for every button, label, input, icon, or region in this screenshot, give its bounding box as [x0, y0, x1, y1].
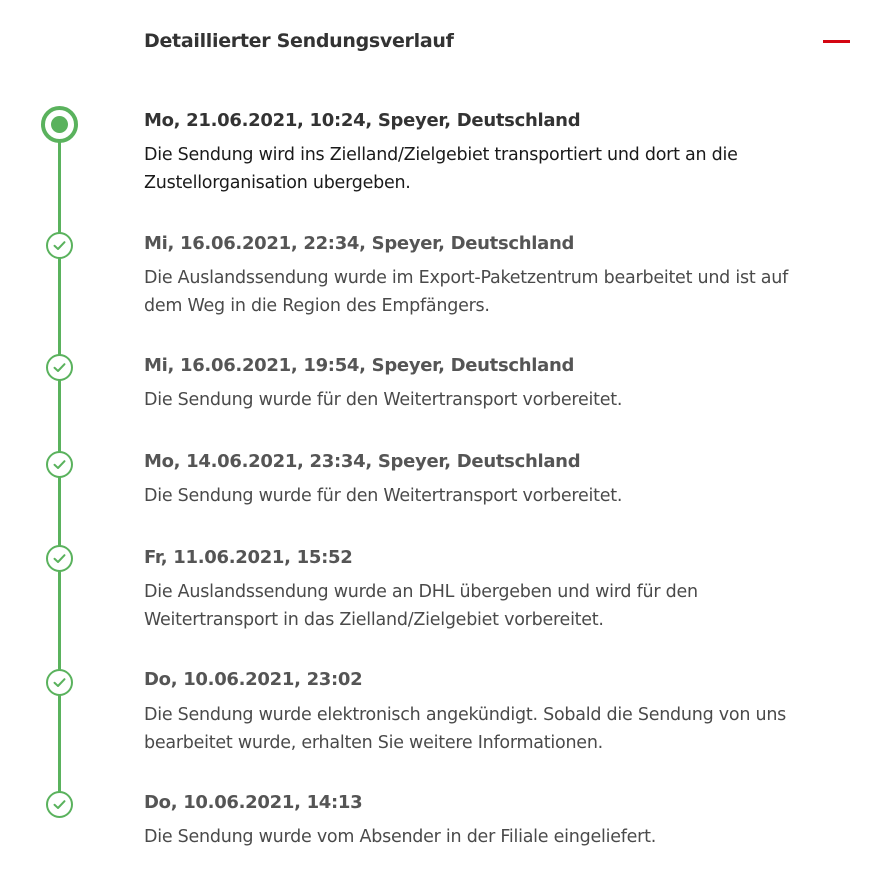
check-icon	[46, 669, 73, 696]
check-icon	[46, 354, 73, 381]
event-description: Die Sendung wurde für den Weitertransport vorbereitet.	[144, 390, 623, 410]
check-icon	[46, 232, 73, 259]
event-title: Mo, 21.06.2021, 10:24, Speyer, Deutschland	[144, 110, 581, 131]
event-description: Die Sendung wurde vom Absender in der Filiale eingeliefert.	[144, 827, 657, 847]
event-title: Mi, 16.06.2021, 22:34, Speyer, Deutschland	[144, 233, 575, 254]
event-title: Fr, 11.06.2021, 15:52	[144, 547, 353, 568]
event-title: Mi, 16.06.2021, 19:54, Speyer, Deutschland	[144, 355, 575, 376]
event-description: Die Sendung wurde für den Weitertransport vorbereitet.	[144, 486, 623, 506]
current-status-marker-icon	[41, 106, 78, 143]
collapse-button[interactable]	[817, 28, 857, 56]
tracking-history-header[interactable]	[0, 0, 885, 84]
check-icon	[46, 451, 73, 478]
event-title: Do, 10.06.2021, 23:02	[144, 669, 363, 690]
event-description: Die Auslandssendung wurde im Export-Paketzentrum bearbeitet und ist auf dem Weg in die Region des Empfängers.	[144, 268, 788, 316]
minus-icon	[823, 40, 850, 43]
check-icon	[46, 545, 73, 572]
event-description: Die Auslandssendung wurde an DHL übergeben und wird für den Weitertransport in das Zielland/Zielgebiet vorbereitet.	[144, 582, 698, 630]
event-title: Mo, 14.06.2021, 23:34, Speyer, Deutschland	[144, 451, 581, 472]
section-title: Detaillierter Sendungsverlauf	[144, 30, 454, 52]
event-description: Die Sendung wurde elektronisch angekündigt. Sobald die Sendung von uns bearbeitet wurde, erhalten Sie weitere Informationen.	[144, 705, 787, 753]
check-icon	[46, 791, 73, 818]
event-description: Die Sendung wird ins Zielland/Zielgebiet transportiert und dort an die Zustellorganisation ubergeben.	[144, 145, 738, 193]
event-title: Do, 10.06.2021, 14:13	[144, 792, 363, 813]
